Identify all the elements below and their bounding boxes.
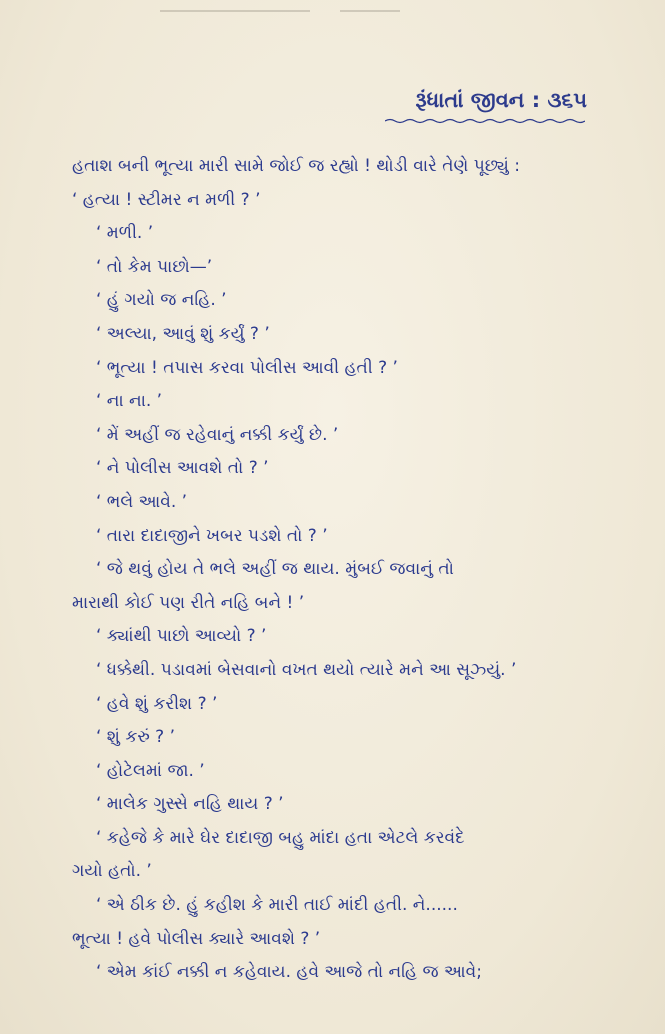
- text-line: હતાશ બની ભૂત્યા મારી સામે જોઈ જ રહ્યો ! થોડી વારે તેણે પૂછ્યું :: [72, 156, 520, 176]
- text-line: ‘ કહેજે કે મારે ઘેર દાદાજી બહુ માંદા હતા એટલે કરવંદે: [96, 827, 465, 848]
- text-line: ‘ હોટેલમાં જા. ’: [96, 760, 205, 781]
- body-text: [72, 150, 592, 990]
- text-line: ગયો હતો. ’: [72, 861, 152, 882]
- text-line: ‘ એમ કાંઈ નક્કી ન કહેવાય. હવે આજે તો નહિ જ આવે;: [96, 962, 482, 983]
- text-line: ‘ એ ઠીક છે. હું કહીશ કે મારી તાઈ માંદી હતી. ને......: [96, 895, 458, 916]
- text-line: ‘ શું કરું ? ’: [96, 727, 176, 748]
- header-wavy-underline: [385, 118, 585, 124]
- running-header: રૂંધાતાં જીવન : ૩૬૫: [415, 88, 587, 112]
- text-line: ‘ મેં અહીં જ રહેવાનું નક્કી કર્યું છે. ’: [96, 424, 339, 445]
- text-line: ભૂત્યા ! હવે પોલીસ ક્યારે આવશે ? ’: [72, 928, 321, 949]
- text-line: ‘ માલેક ગુસ્સે નહિ થાય ? ’: [96, 794, 284, 815]
- text-line: ‘ જે થવું હોય તે ભલે અહીં જ થાય. મુંબઈ જવાનું તો: [96, 559, 454, 580]
- text-line: ‘ મળી. ’: [96, 223, 154, 244]
- text-line: ‘ તો કેમ પાછો—’: [96, 256, 213, 277]
- text-line: ‘ હવે શું કરીશ ? ’: [96, 693, 218, 714]
- text-line: ‘ ક્યાંથી પાછો આવ્યો ? ’: [96, 626, 267, 647]
- text-line: ‘ ભૂત્યા ! તપાસ કરવા પોલીસ આવી હતી ? ’: [96, 357, 398, 378]
- text-line: ‘ ને પોલીસ આવશે તો ? ’: [96, 458, 269, 479]
- text-line: ‘ ના ના. ’: [96, 391, 163, 412]
- text-line: ‘ ધક્કેથી. પડાવમાં બેસવાનો વખત થયો ત્યારે મને આ સૂઝ્યું. ’: [96, 659, 517, 680]
- top-edge-line: [160, 10, 310, 12]
- text-line: ‘ તારા દાદાજીને ખબર પડશે તો ? ’: [96, 525, 328, 546]
- text-line: મારાથી કોઈ પણ રીતે નહિ બને ! ’: [72, 592, 305, 613]
- top-edge-line-2: [340, 10, 400, 12]
- text-line: ‘ હત્યા ! સ્ટીમર ન મળી ? ’: [72, 189, 261, 210]
- text-line: ‘ હું ગયો જ નહિ. ’: [96, 290, 227, 311]
- text-line: ‘ ભલે આવે. ’: [96, 491, 188, 512]
- text-line: ‘ અલ્યા, આવું શું કર્યું ? ’: [96, 323, 270, 344]
